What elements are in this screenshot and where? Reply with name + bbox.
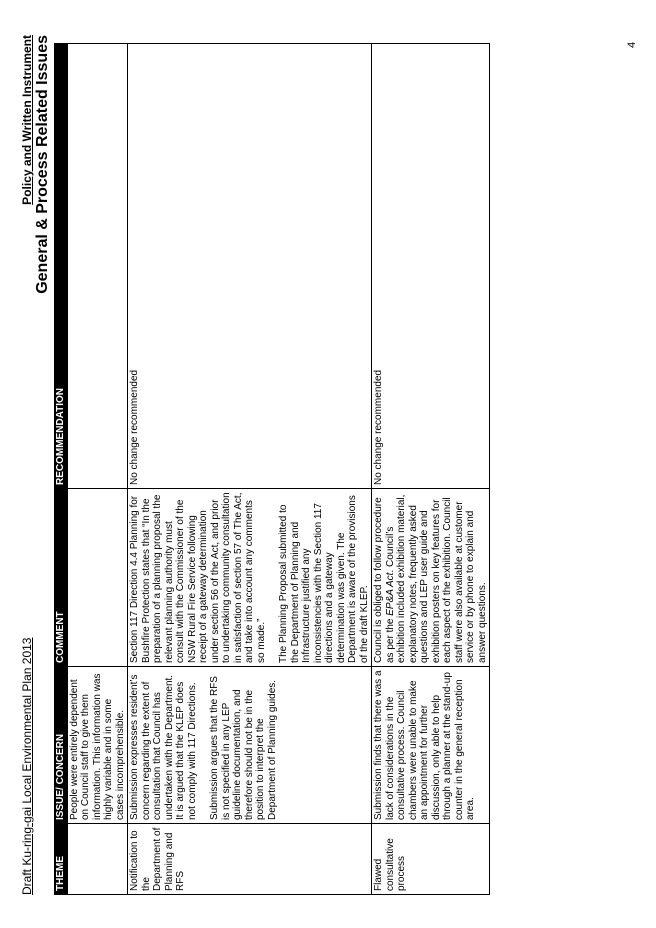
section-title: General & Process Related Issues [34,35,51,294]
theme-cell: Flawed consultative process [372,824,490,895]
issue-paragraph: People were entirely dependent on Council staff to give them information. This information was highly variable and in some cases incomprehensible. [68,673,126,820]
issue-cell [128,667,372,824]
comment-cell [128,489,372,667]
comment-text-rest: . Council’s exhibition included exhibition material, explanatory notes, frequently asked questions and LEP user guide and exhibition posters on key features for each aspect of the exhibition. Council staff were also available at customer service or by phone to explain and answer questions. [384,494,488,663]
comment-cell [372,489,490,667]
document-title: Draft Ku-ring-gai Local Environmental Plan 2013 [20,637,34,895]
page-number: 4 [626,41,638,48]
theme-cell [67,824,128,895]
table-header-row [55,44,68,895]
comment-paragraph: Section 117 Direction 4.4 Planning for Bushfire Protection states that “In the preparation of a planning proposal the relevant planning authority must consult with the Commissioner of the NSW Rural Fire Service following receipt of a gateway determination under section 56 of the Act, and prior to undertaking community consultation in satisfaction of section 57 of The Act, and take into account any comments so made.” [129,492,267,663]
table-row [67,44,128,895]
table-row [128,44,372,895]
issue-paragraph: Submission finds that there was a lack of considerations in the consultative process. Council chambers were unable to make an appointment for further discussion, only able to help through a planner at the stand-up counter in the general reception area. [373,670,476,820]
table-row [372,44,490,895]
comment-paragraph: The Planning Proposal submitted to the Department of Planning and Infrastructure justified any inconsistencies with the Section 117 directions and a gateway determination was given. The Department is aware of the provisions of the draft KLEP. [278,495,370,663]
comment-act-name: EP&A Act [384,572,396,616]
column-header-recommendation: RECOMMENDATION [55,44,68,489]
theme-cell: Notification to the Department of Planning and RFS [128,824,372,895]
issue-cell [67,667,128,824]
comment-text-prefix: Council is obliged to follow procedure as per the [373,497,396,663]
recommendation-cell: No change recommended [372,44,490,489]
comment-cell [67,489,128,667]
issues-table [54,43,490,895]
column-header-comment: COMMENT [55,489,68,667]
recommendation-cell: No change recommended [128,44,372,489]
issue-paragraph: Submission expresses resident’s concern regarding the extent of consultation that Council has undertaken with the Department. It is argued that the KLEP does not comply with 117 Directions. [129,674,198,820]
recommendation-cell [67,44,128,489]
document-subtitle: Policy and Written Instrument [20,35,34,205]
column-header-issue: ISSUE/ CONCERN [55,667,68,824]
rotated-page [20,29,620,895]
issue-paragraph: Submission argues that the RFS is not specified in any LEP guideline documentation, and therefore should not be in the position to interpret the Department of Planning guides. [209,676,278,820]
column-header-theme: THEME [55,824,68,895]
issue-cell [372,667,490,824]
